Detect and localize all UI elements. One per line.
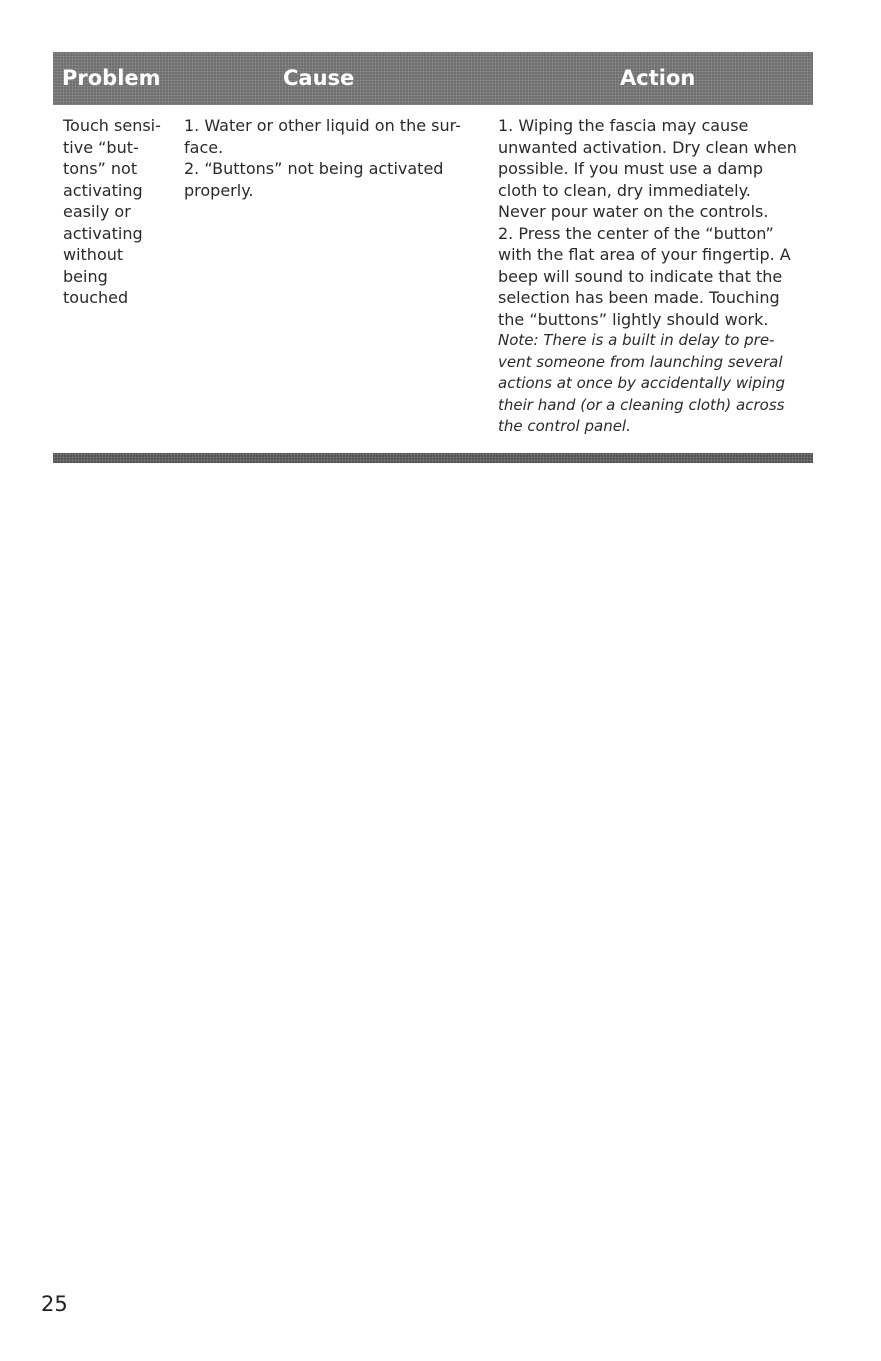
header-cause: Cause (283, 66, 355, 90)
action-line: cloth to clean, dry immediately. (498, 180, 751, 200)
page-number: 25 (41, 1292, 68, 1316)
note-line: their hand (or a cleaning cloth) across (498, 395, 785, 414)
problem-line: easily or (63, 202, 131, 221)
action-line: 2. Press the center of the “button” (498, 223, 774, 243)
cause-line: 2. “Buttons” not being activated (184, 159, 444, 178)
table-bottom-rule (53, 453, 813, 463)
action-line: possible. If you must use a damp (498, 159, 764, 178)
problem-line: activating (63, 223, 143, 243)
action-line: unwanted activation. Dry clean when (498, 137, 797, 157)
problem-line: Touch sensi- (63, 116, 161, 135)
cause-line: face. (184, 137, 224, 157)
action-line: Never pour water on the controls. (498, 202, 769, 221)
problem-line: activating (63, 180, 143, 200)
note-line: Note: There is a built in delay to pre- (498, 331, 775, 349)
table-header (53, 52, 813, 105)
problem-line: without (63, 245, 124, 264)
note-line: actions at once by accidentally wiping (498, 374, 786, 392)
cause-line: properly. (184, 180, 254, 200)
problem-line: being (63, 266, 108, 286)
note-line: the control panel. (498, 417, 631, 435)
note-line: vent someone from launching several (498, 352, 783, 371)
action-cell (498, 115, 813, 438)
cause-cell (184, 115, 484, 201)
problem-line: tive “but- (63, 137, 139, 157)
problem-line: tons” not (63, 159, 138, 178)
problem-line: touched (63, 288, 129, 307)
problem-cell (63, 115, 178, 309)
action-line: with the flat area of your fingertip. A (498, 245, 791, 264)
action-line: the “buttons” lightly should work. (498, 309, 769, 329)
cause-line: 1. Water or other liquid on the sur- (184, 116, 461, 135)
action-line: selection has been made. Touching (498, 288, 780, 307)
action-line: 1. Wiping the fascia may cause (498, 116, 749, 135)
action-line: beep will sound to indicate that the (498, 266, 783, 286)
header-problem: Problem (62, 66, 161, 90)
header-action: Action (620, 66, 696, 90)
